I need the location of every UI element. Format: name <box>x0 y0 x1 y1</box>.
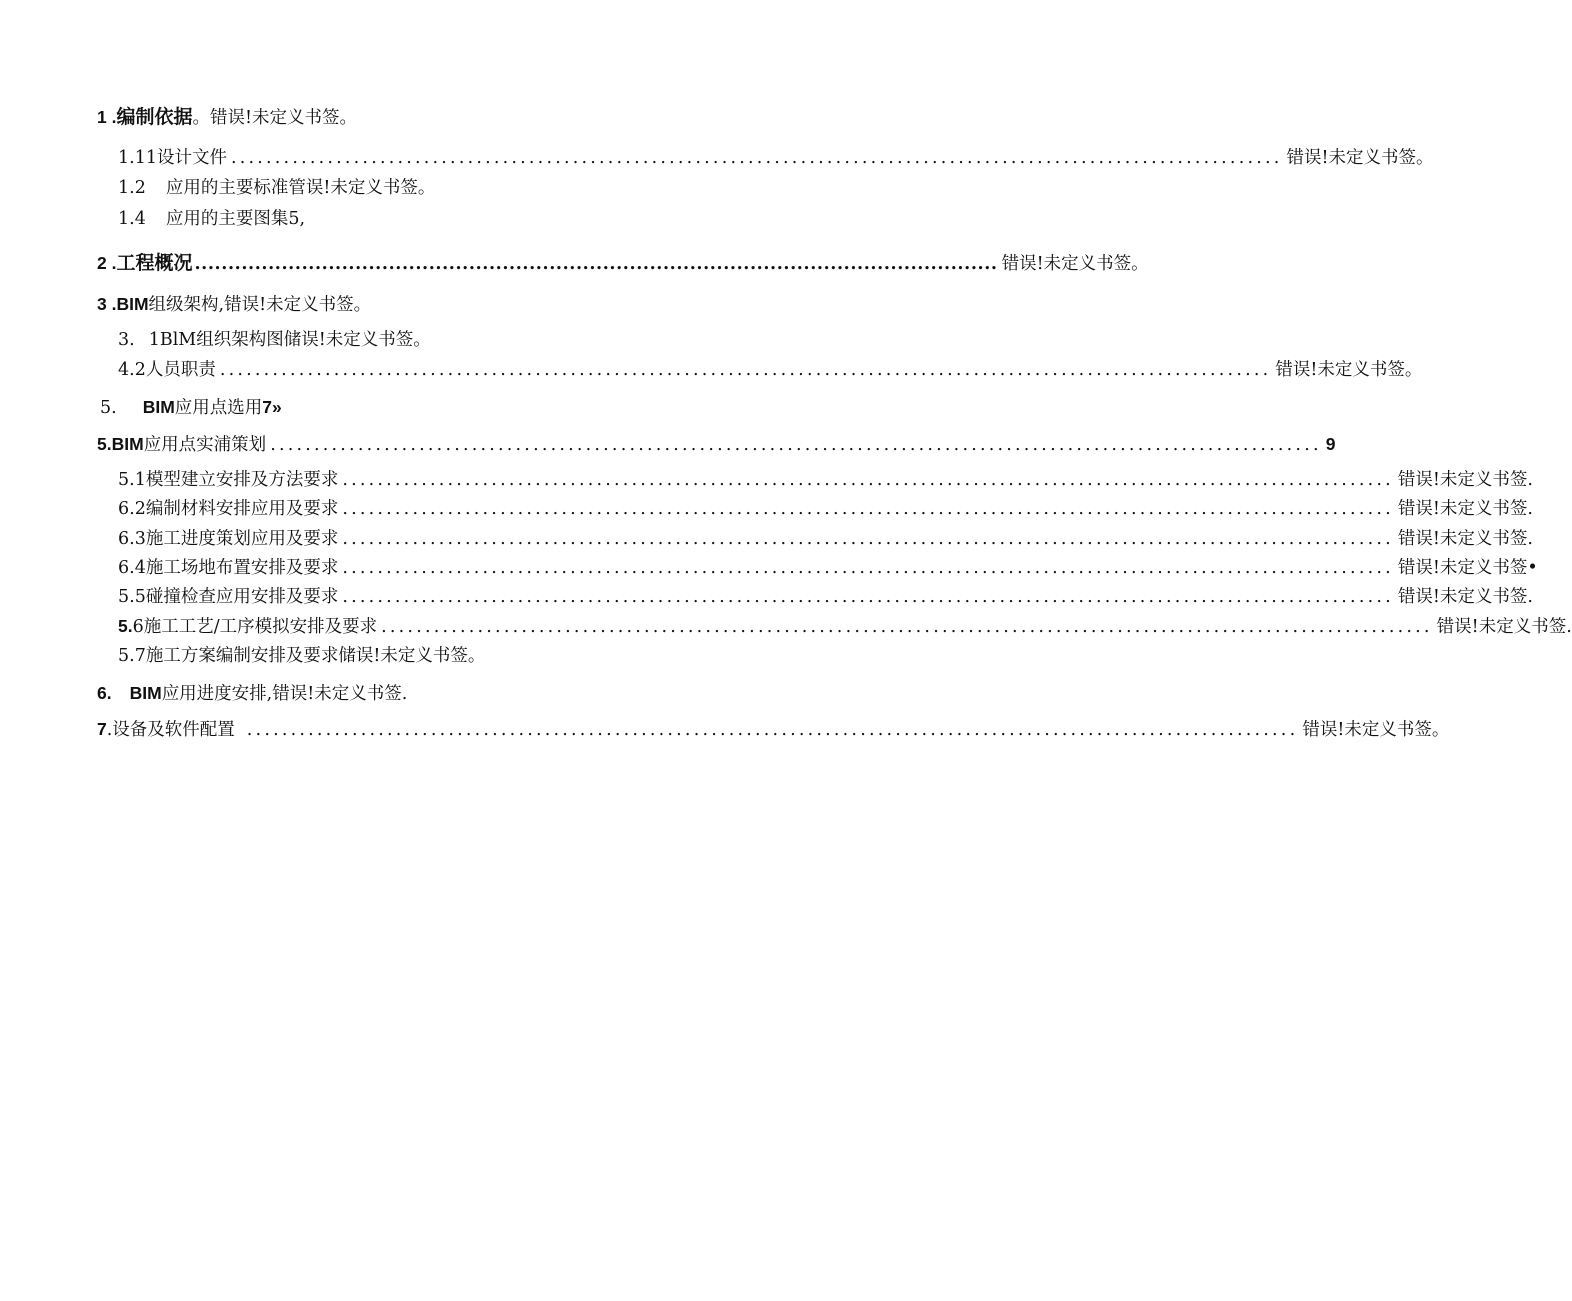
toc-entry-5-7-title: 5.7施工方案编制安排及要求储误!未定义书签。 <box>118 646 486 666</box>
toc-leader-dots: ........................................................................................................................ <box>342 587 1394 607</box>
toc-entry-3-2-title: 2人员职责 <box>134 360 216 380</box>
toc-entry-3-1-number: 3. <box>118 330 135 350</box>
toc-entry-6 <box>97 681 477 706</box>
toc-entry-3-number: 3 . <box>97 294 117 314</box>
toc-entry-1-page: 。错误!未定义书签。 <box>192 108 358 128</box>
toc-entry-5-2 <box>118 497 1533 521</box>
toc-leader-dots: ........................................................................................................................ <box>342 499 1394 519</box>
toc-entry-3-bim: BIM <box>116 294 149 314</box>
toc-entry-3-2 <box>118 358 1423 382</box>
toc-entry-5-6 <box>118 614 1572 639</box>
toc-entry-5-2-page: 错误!未定义书签. <box>1397 499 1533 519</box>
toc-entry-5-4-number: 6.4 <box>118 558 146 578</box>
toc-entry-7-number: 7 <box>97 719 107 739</box>
toc-entry-5-6-title: 6施工工艺/工序模拟安排及要求 <box>132 617 378 637</box>
toc-entry-5-2-title: 2编制材料安排应用及要求 <box>134 499 339 519</box>
toc-entry-5-page: 9 <box>1325 434 1336 454</box>
toc-leader-dots: ........................................................................................................................ <box>381 617 1433 637</box>
toc-entry-2 <box>97 251 1149 276</box>
toc-entry-3-1-title: 1BlM组织架构图储误!未定义书签。 <box>148 330 431 350</box>
toc-leader-dots: ........................................................................................................................ <box>230 148 1283 168</box>
toc-entry-3 <box>97 292 457 317</box>
toc-entry-2-number: 2 . <box>97 253 117 273</box>
toc-entry-4-title: 应用点选用 <box>174 398 263 418</box>
toc-entry-5-title: 应用点实浦策划 <box>143 435 267 455</box>
toc-leader-dots: ........................................................................................................................ <box>270 435 1322 455</box>
toc-entry-1-number: 1 . <box>97 107 117 127</box>
toc-entry-6-number: 6. <box>97 683 112 703</box>
toc-entry-4-page: 7» <box>262 397 282 417</box>
toc-entry-5-number: 5.BIM <box>97 434 144 454</box>
toc-entry-1-1 <box>118 146 1434 170</box>
toc-entry-5-4-page: 错误!未定义书签• <box>1397 558 1538 578</box>
toc-entry-5-6-page: 错误!未定义书签. <box>1436 617 1572 637</box>
toc-leader-dots: ........................................................................................................................ <box>342 529 1394 549</box>
toc-entry-3-title: 组级架构,错误!未定义书签。 <box>148 295 372 315</box>
toc-entry-1-2 <box>118 176 518 200</box>
toc-entry-1-2-title: 应用的主要标准管误!未定义书签。 <box>165 178 436 198</box>
toc-entry-5-2-number: 6. <box>118 499 135 519</box>
toc-entry-2-page: 错误!未定义书签。 <box>1001 254 1149 274</box>
toc-leader-dots: ........................................................................................................................ <box>342 558 1394 578</box>
toc-entry-1-1-title: 1设计文件 <box>145 148 227 168</box>
toc-entry-4-bim: BIM <box>142 397 175 417</box>
toc-entry-7-title: .设备及软件配置 <box>106 720 235 740</box>
toc-entry-7 <box>97 717 1450 742</box>
toc-leader-dots: ........................................................................................................................ <box>342 470 1394 490</box>
toc-entry-1-title: 编制依据 <box>116 107 193 128</box>
toc-entry-4 <box>100 395 320 420</box>
toc-entry-1 <box>97 105 407 130</box>
toc-entry-3-1 <box>118 328 478 352</box>
toc-entry-2-title: 工程概况 <box>116 253 193 274</box>
toc-entry-1-1-number: 1.1 <box>118 148 146 168</box>
toc-entry-1-4 <box>118 207 418 231</box>
toc-entry-5-5-page: 错误!未定义书签. <box>1397 587 1533 607</box>
toc-entry-5-5 <box>118 585 1533 609</box>
toc-entry-5-1-title: 模型建立安排及方法要求 <box>145 470 339 490</box>
toc-entry-5-3 <box>118 527 1533 551</box>
toc-entry-1-4-title: 应用的主要图集5, <box>165 209 306 229</box>
toc-entry-4-number: 5. <box>100 398 117 418</box>
toc-entry-7-page: 错误!未定义书签。 <box>1302 720 1450 740</box>
toc-entry-5-1-number: 5.1 <box>118 470 146 490</box>
toc-entry-1-4-number: 1.4 <box>118 209 146 229</box>
toc-entry-5-1-page: 错误!未定义书签. <box>1397 470 1533 490</box>
toc-entry-3-2-page: 错误!未定义书签。 <box>1275 360 1423 380</box>
toc-entry-5-3-title: 施工进度策划应用及要求 <box>145 529 339 549</box>
toc-entry-5-4 <box>118 556 1538 580</box>
toc-entry-1-2-number: 1.2 <box>118 178 146 198</box>
toc-entry-5-7 <box>118 644 538 668</box>
toc-leader-dots: ........................................................................................................................ <box>194 254 998 274</box>
toc-entry-5-3-number: 6.3 <box>118 529 146 549</box>
toc-leader-dots: ........................................................................................................................ <box>219 360 1272 380</box>
toc-entry-3-2-number: 4. <box>118 360 135 380</box>
toc-entry-5-5-title: 5.5碰撞检查应用安排及要求 <box>118 587 339 607</box>
toc-entry-5 <box>97 432 1336 457</box>
toc-entry-6-bim: BIM <box>129 683 162 703</box>
toc-entry-5-4-title: 施工场地布置安排及要求 <box>145 558 339 578</box>
toc-entry-5-3-page: 错误!未定义书签. <box>1397 529 1533 549</box>
toc-leader-dots: ........................................................................................................................ <box>246 720 1299 740</box>
toc-entry-6-title: 应用进度安排,错误!未定义书签. <box>161 684 408 704</box>
toc-entry-5-1 <box>118 468 1533 492</box>
toc-entry-5-6-number: 5. <box>118 616 133 636</box>
toc-entry-1-1-page: 错误!未定义书签。 <box>1286 148 1434 168</box>
